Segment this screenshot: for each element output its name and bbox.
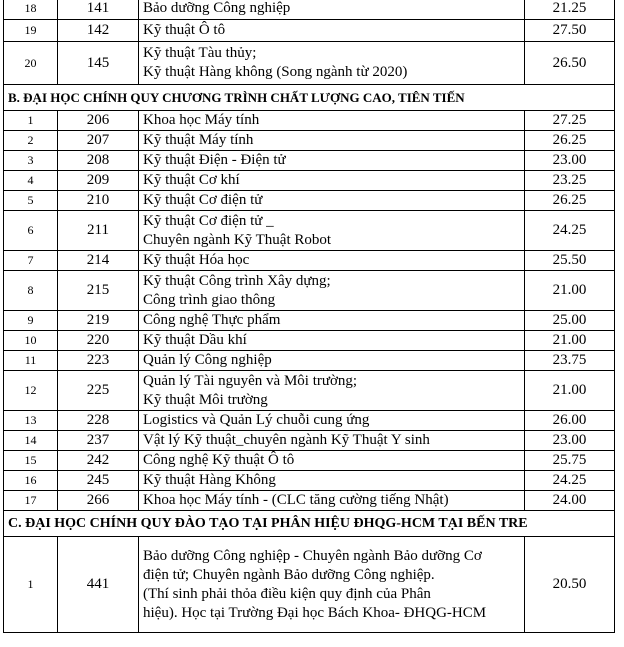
section-header-row bbox=[4, 85, 615, 111]
program-name bbox=[139, 42, 525, 85]
program-name bbox=[139, 20, 525, 42]
table-row bbox=[4, 451, 615, 471]
row-number: 19 bbox=[4, 20, 58, 42]
program-name-line: Kỹ thuật Cơ điện tử _ bbox=[143, 212, 274, 229]
row-number: 18 bbox=[4, 0, 58, 20]
admission-score: 26.50 bbox=[525, 42, 615, 85]
table-row bbox=[4, 411, 615, 431]
table-row bbox=[4, 111, 615, 131]
program-name bbox=[139, 471, 525, 491]
row-number: 9 bbox=[4, 311, 58, 331]
table-row bbox=[4, 20, 615, 42]
table-row bbox=[4, 431, 615, 451]
program-name bbox=[139, 537, 525, 633]
admission-score: 25.00 bbox=[525, 311, 615, 331]
program-name bbox=[139, 211, 525, 251]
program-name-line: Kỹ thuật Hàng không (Song ngành từ 2020) bbox=[143, 64, 408, 80]
table-row bbox=[4, 251, 615, 271]
program-name-line: hiệu). Học tại Trường Đại học Bách Khoa- ĐHQG-HCM bbox=[143, 604, 487, 621]
program-name bbox=[139, 431, 525, 451]
admission-score: 23.25 bbox=[525, 171, 615, 191]
program-name-line: Khoa học Máy tính bbox=[143, 112, 260, 128]
table-row bbox=[4, 537, 615, 633]
program-name-line: (Thí sinh phải thỏa điều kiện quy định của Phân bbox=[143, 585, 431, 602]
program-name bbox=[139, 331, 525, 351]
section-title: C. ĐẠI HỌC CHÍNH QUY ĐÀO TẠO TẠI PHÂN HIỆU ĐHQG-HCM TẠI BẾN TRE bbox=[4, 511, 615, 537]
program-name bbox=[139, 131, 525, 151]
program-name-line: Công nghệ Thực phẩm bbox=[143, 312, 281, 328]
program-code: 142 bbox=[58, 20, 139, 42]
program-name bbox=[139, 371, 525, 411]
table-row bbox=[4, 191, 615, 211]
section-title: B. ĐẠI HỌC CHÍNH QUY CHƯƠNG TRÌNH CHẤT LƯỢNG CAO, TIÊN TIẾN bbox=[4, 85, 615, 111]
row-number: 10 bbox=[4, 331, 58, 351]
program-code: 237 bbox=[58, 431, 139, 451]
row-number: 8 bbox=[4, 271, 58, 311]
program-code: 223 bbox=[58, 351, 139, 371]
admission-score: 27.50 bbox=[525, 20, 615, 42]
program-name-line: điện tử; Chuyên ngành Bảo dưỡng Công nghiệp. bbox=[143, 566, 435, 583]
program-name bbox=[139, 171, 525, 191]
program-name-line: Kỹ thuật Hóa học bbox=[143, 252, 250, 268]
program-name-line: Logistics và Quản Lý chuỗi cung ứng bbox=[143, 412, 370, 428]
row-number: 20 bbox=[4, 42, 58, 85]
admission-score: 26.00 bbox=[525, 411, 615, 431]
table-row bbox=[4, 311, 615, 331]
row-number: 16 bbox=[4, 471, 58, 491]
program-code: 266 bbox=[58, 491, 139, 511]
row-number: 12 bbox=[4, 371, 58, 411]
program-code: 211 bbox=[58, 211, 139, 251]
row-number: 11 bbox=[4, 351, 58, 371]
program-name-line: Công nghệ Kỹ thuật Ô tô bbox=[143, 452, 295, 468]
program-code: 145 bbox=[58, 42, 139, 85]
program-code: 215 bbox=[58, 271, 139, 311]
admission-score: 21.00 bbox=[525, 271, 615, 311]
table-row bbox=[4, 171, 615, 191]
program-code: 207 bbox=[58, 131, 139, 151]
program-code: 441 bbox=[58, 537, 139, 633]
program-code: 208 bbox=[58, 151, 139, 171]
table-row bbox=[4, 271, 615, 311]
admission-score: 23.75 bbox=[525, 351, 615, 371]
table-body bbox=[4, 0, 615, 633]
program-name-line: Kỹ thuật Hàng Không bbox=[143, 472, 276, 488]
program-name bbox=[139, 151, 525, 171]
admission-score: 24.00 bbox=[525, 491, 615, 511]
row-number: 3 bbox=[4, 151, 58, 171]
program-code: 245 bbox=[58, 471, 139, 491]
row-number: 13 bbox=[4, 411, 58, 431]
admission-score: 24.25 bbox=[525, 471, 615, 491]
program-name bbox=[139, 411, 525, 431]
program-name-line: Kỹ thuật Tàu thủy; bbox=[143, 45, 257, 61]
program-name bbox=[139, 191, 525, 211]
program-name-line: Kỹ thuật Điện - Điện tử bbox=[143, 152, 286, 168]
program-name bbox=[139, 451, 525, 471]
row-number: 15 bbox=[4, 451, 58, 471]
row-number: 14 bbox=[4, 431, 58, 451]
admission-score: 21.00 bbox=[525, 371, 615, 411]
program-name-line: Khoa học Máy tính - (CLC tăng cường tiếng Nhật) bbox=[143, 492, 449, 508]
program-name bbox=[139, 491, 525, 511]
program-code: 220 bbox=[58, 331, 139, 351]
row-number: 17 bbox=[4, 491, 58, 511]
program-name-line: Bảo dưỡng Công nghiệp bbox=[143, 0, 291, 16]
program-name bbox=[139, 271, 525, 311]
admission-score: 26.25 bbox=[525, 131, 615, 151]
row-number: 7 bbox=[4, 251, 58, 271]
table-row bbox=[4, 0, 615, 20]
admission-score: 24.25 bbox=[525, 211, 615, 251]
table-row bbox=[4, 491, 615, 511]
program-code: 219 bbox=[58, 311, 139, 331]
table-row bbox=[4, 211, 615, 251]
program-code: 225 bbox=[58, 371, 139, 411]
admission-score: 25.75 bbox=[525, 451, 615, 471]
program-name bbox=[139, 111, 525, 131]
row-number: 5 bbox=[4, 191, 58, 211]
program-code: 228 bbox=[58, 411, 139, 431]
admission-score: 27.25 bbox=[525, 111, 615, 131]
program-name-line: Kỹ thuật Môi trường bbox=[143, 391, 268, 408]
section-header-row bbox=[4, 511, 615, 537]
table-row bbox=[4, 371, 615, 411]
program-name bbox=[139, 0, 525, 20]
program-name-line: Kỹ thuật Cơ khí bbox=[143, 172, 240, 188]
program-code: 242 bbox=[58, 451, 139, 471]
table-row bbox=[4, 351, 615, 371]
program-name-line: Quản lý Công nghiệp bbox=[143, 352, 272, 368]
row-number: 6 bbox=[4, 211, 58, 251]
table-row bbox=[4, 42, 615, 85]
program-name-line: Quản lý Tài nguyên và Môi trường; bbox=[143, 372, 358, 389]
program-code: 141 bbox=[58, 0, 139, 20]
table-row bbox=[4, 151, 615, 171]
admission-score: 23.00 bbox=[525, 431, 615, 451]
program-name-line: Chuyên ngành Kỹ Thuật Robot bbox=[143, 231, 332, 248]
table-row bbox=[4, 131, 615, 151]
admission-score: 20.50 bbox=[525, 537, 615, 633]
program-code: 210 bbox=[58, 191, 139, 211]
program-code: 206 bbox=[58, 111, 139, 131]
program-name-line: Kỹ thuật Máy tính bbox=[143, 132, 254, 148]
program-name bbox=[139, 251, 525, 271]
admission-score-table bbox=[3, 0, 615, 633]
table-row bbox=[4, 331, 615, 351]
program-code: 209 bbox=[58, 171, 139, 191]
admission-score: 23.00 bbox=[525, 151, 615, 171]
table-row bbox=[4, 471, 615, 491]
admission-score: 25.50 bbox=[525, 251, 615, 271]
admission-score: 21.25 bbox=[525, 0, 615, 20]
row-number: 1 bbox=[4, 537, 58, 633]
row-number: 2 bbox=[4, 131, 58, 151]
program-name-line: Bảo dưỡng Công nghiệp - Chuyên ngành Bảo dưỡng Cơ bbox=[143, 547, 482, 564]
program-code: 214 bbox=[58, 251, 139, 271]
program-name-line: Kỹ thuật Cơ điện tử bbox=[143, 192, 263, 208]
program-name-line: Vật lý Kỹ thuật_chuyên ngành Kỹ Thuật Y sinh bbox=[143, 432, 430, 448]
row-number: 4 bbox=[4, 171, 58, 191]
program-name bbox=[139, 311, 525, 331]
program-name-line: Kỹ thuật Công trình Xây dựng; bbox=[143, 272, 331, 289]
row-number: 1 bbox=[4, 111, 58, 131]
program-name bbox=[139, 351, 525, 371]
program-name-line: Kỹ thuật Ô tô bbox=[143, 22, 226, 38]
program-name-line: Công trình giao thông bbox=[143, 291, 276, 308]
admission-score: 21.00 bbox=[525, 331, 615, 351]
program-name-line: Kỹ thuật Dầu khí bbox=[143, 332, 247, 348]
admission-score: 26.25 bbox=[525, 191, 615, 211]
